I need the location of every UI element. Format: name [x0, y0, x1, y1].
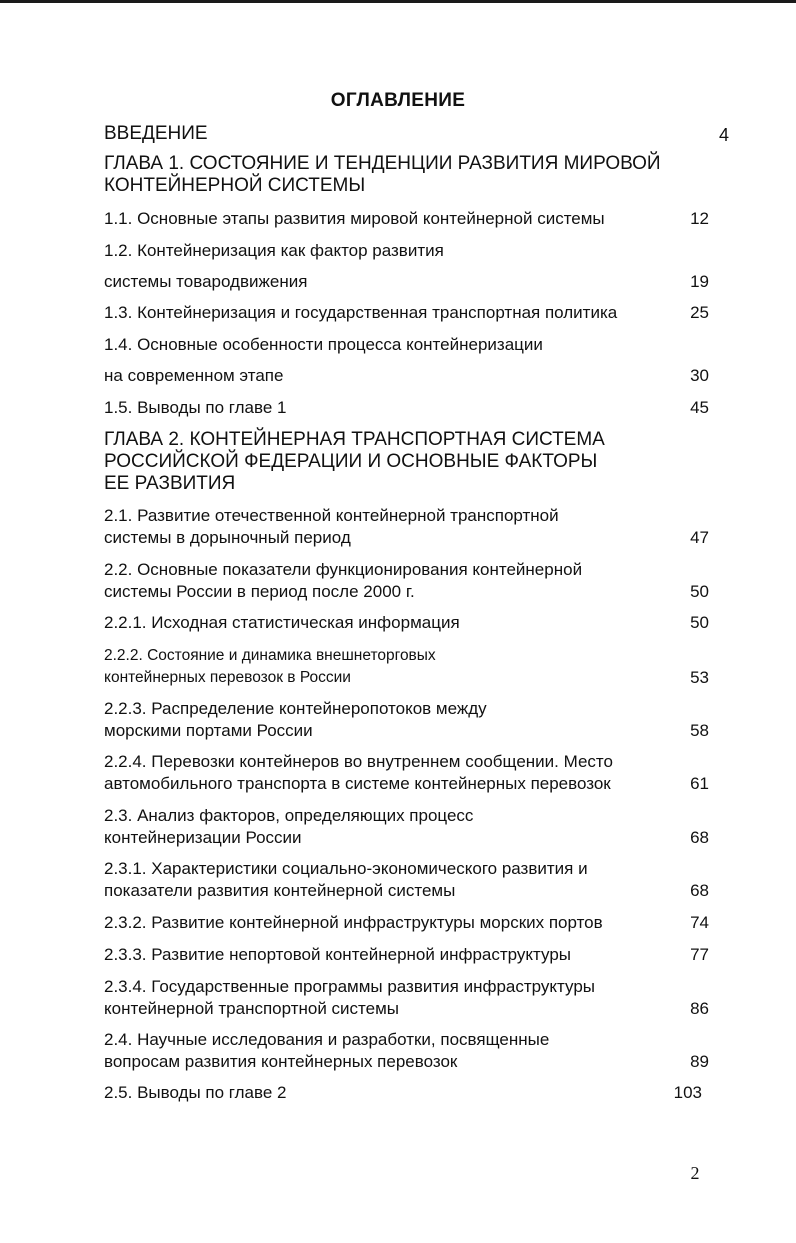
- toc-entry-2-3-3: [104, 944, 709, 966]
- toc-entry-page: 19: [690, 272, 709, 291]
- toc-entry-chapter-1: [104, 153, 669, 197]
- toc-entry-text: 2.4. Научные исследования и разработки, посвященные вопросам развития контейнерных перевозок: [104, 1030, 550, 1071]
- toc-entry-1-2: [104, 240, 669, 262]
- top-border: [0, 0, 796, 3]
- toc-title: ОГЛАВЛЕНИЕ: [330, 90, 466, 111]
- toc-entry-2-4: [104, 1029, 709, 1073]
- toc-entry-page: 45: [690, 398, 709, 417]
- toc-entry-text: 2.2. Основные показатели функционирования контейнерной системы России в период после 2000 г.: [104, 560, 583, 601]
- toc-entry-page: 89: [690, 1052, 709, 1071]
- toc-entry-text: 2.2.3. Распределение контейнеропотоков между морскими портами России: [104, 699, 487, 740]
- toc-entry-page: 61: [690, 774, 709, 793]
- toc-entry-text: ГЛАВА 2. КОНТЕЙНЕРНАЯ ТРАНСПОРТНАЯ СИСТЕМА РОССИЙСКОЙ ФЕДЕРАЦИИ И ОСНОВНЫЕ ФАКТОРЫ ЕЕ РАЗВИТИЯ: [104, 429, 605, 494]
- toc-entry-1-4: [104, 334, 669, 356]
- toc-entry-page: 86: [690, 999, 709, 1018]
- toc-entry-text: 1.2. Контейнеризация как фактор развития: [104, 241, 444, 260]
- toc-entry-page: 50: [690, 613, 709, 632]
- toc-entry-2-1: [104, 505, 709, 549]
- toc-entry-2-3-2: [104, 912, 709, 934]
- toc-entry-text: 2.2.4. Перевозки контейнеров во внутреннем сообщении. Место автомобильного транспорта в системе контейнерных перевозок: [104, 752, 613, 793]
- toc-entry-page: 47: [690, 528, 709, 547]
- toc-entry-text: ВВЕДЕНИЕ: [104, 123, 208, 144]
- toc-entry-2-3-4: [104, 976, 709, 1020]
- toc-entry-text: 1.3. Контейнеризация и государственная транспортная политика: [104, 303, 618, 322]
- toc-entry-2-3-1: [104, 858, 709, 902]
- page-number: 2: [690, 1163, 700, 1183]
- toc-entry-text: на современном этапе: [104, 366, 284, 385]
- toc-entry-page: 58: [690, 721, 709, 740]
- toc-entry-text: ГЛАВА 1. СОСТОЯНИЕ И ТЕНДЕНЦИИ РАЗВИТИЯ МИРОВОЙ КОНТЕЙНЕРНОЙ СИСТЕМЫ: [104, 153, 661, 196]
- toc-entry-2-2: [104, 559, 709, 603]
- toc-entry-page: 53: [690, 668, 709, 687]
- toc-entry-text: 2.3.1. Характеристики социально-экономического развития и показатели развития контейнерной системы: [104, 859, 588, 900]
- toc-entry-text: 1.4. Основные особенности процесса контейнеризации: [104, 335, 543, 354]
- toc-entry-text: 2.2.2. Состояние и динамика внешнеторговых контейнерных перевозок в России: [104, 647, 436, 686]
- toc-entry-1-4-continued: [104, 365, 709, 387]
- toc-entry-text: 2.3.2. Развитие контейнерной инфраструктуры морских портов: [104, 913, 603, 932]
- toc-entry-2-3: [104, 805, 709, 849]
- toc-entry-text: 2.5. Выводы по главе 2: [104, 1083, 287, 1102]
- toc-entry-page: 12: [690, 209, 709, 228]
- toc-entry-page: 68: [690, 828, 709, 847]
- toc-entry-introduction: [104, 123, 729, 145]
- toc-entry-1-1: [104, 208, 709, 230]
- toc-entry-chapter-2: [104, 429, 624, 495]
- toc-entry-text: системы товародвижения: [104, 272, 308, 291]
- toc-entry-page: 30: [690, 366, 709, 385]
- toc-entry-text: 2.3.4. Государственные программы развития инфраструктуры контейнерной транспортной системы: [104, 977, 596, 1018]
- toc-entry-1-5: [104, 397, 709, 419]
- toc-entry-page: 68: [690, 881, 709, 900]
- toc-entry-page: 4: [718, 125, 729, 145]
- toc-entry-2-2-1: [104, 612, 709, 634]
- toc-entry-text: 2.1. Развитие отечественной контейнерной транспортной системы в дорыночный период: [104, 506, 559, 547]
- toc-entry-page: 74: [690, 913, 709, 932]
- toc-entry-text: 2.3.3. Развитие непортовой контейнерной инфраструктуры: [104, 945, 572, 964]
- toc-entry-page: 103: [673, 1083, 702, 1102]
- toc-entry-page: 77: [690, 945, 709, 964]
- toc-entry-2-2-2: [104, 645, 709, 689]
- toc-entry-2-2-4: [104, 751, 709, 795]
- toc-entry-1-2-continued: [104, 271, 709, 293]
- toc-entry-text: 2.2.1. Исходная статистическая информация: [104, 613, 460, 632]
- toc-entry-1-3: [104, 302, 709, 324]
- toc-entry-page: 25: [690, 303, 709, 322]
- toc-entry-2-5: [104, 1082, 702, 1104]
- toc-entry-page: 50: [690, 582, 709, 601]
- toc-entry-text: 1.5. Выводы по главе 1: [104, 398, 287, 417]
- toc-entry-2-2-3: [104, 698, 709, 742]
- toc-entry-text: 2.3. Анализ факторов, определяющих процесс контейнеризации России: [104, 806, 474, 847]
- toc-entry-text: 1.1. Основные этапы развития мировой контейнерной системы: [104, 209, 605, 228]
